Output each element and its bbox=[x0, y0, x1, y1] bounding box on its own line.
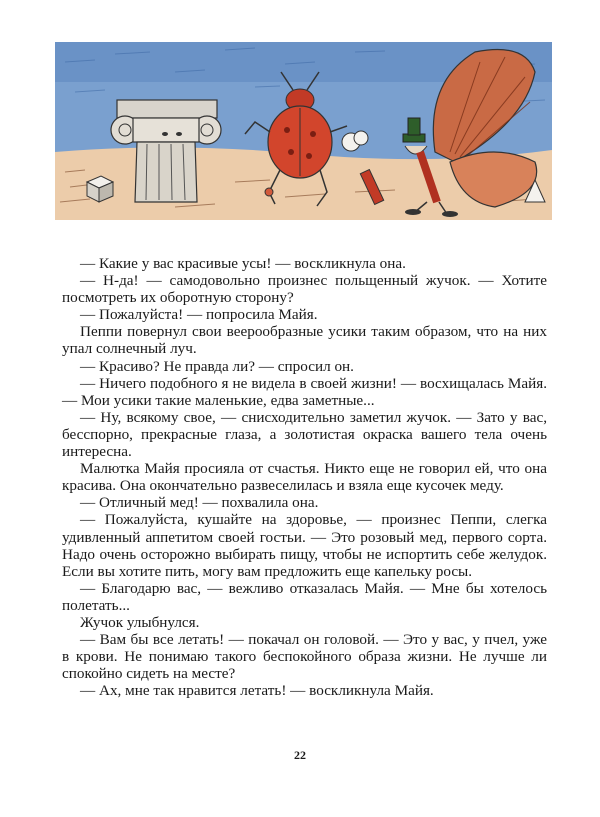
story-text bbox=[62, 255, 547, 699]
paragraph: — Красиво? Не правда ли? — спросил он. bbox=[80, 357, 354, 375]
paragraph: Малютка Майя просияла от счастья. Никто еще не говорил ей, что она красива. Она окончательно развеселилась и взяла еще кусочек меду. bbox=[62, 460, 547, 495]
paragraph: — Благодарю вас, — вежливо отказалась Майя. — Мне бы хотелось полетать... bbox=[62, 579, 547, 614]
paragraph: — Ничего подобного я не видела в своей жизни! — восхищалась Майя. — Мои усики такие маленькие, едва заметные... bbox=[62, 374, 547, 409]
cube bbox=[87, 176, 113, 202]
paragraph: — Какие у вас красивые усы! — воскликнула она. bbox=[80, 255, 406, 272]
paragraph: — Вам бы все летать! — покачал он головой. — Это у вас, у пчел, уже в крови. Не понимаю такого беспокойного образа жизни. Не лучше ли спокойно сидеть на месте? bbox=[62, 631, 547, 683]
paragraph: — Н-да! — самодовольно произнес польщенный жучок. — Хотите посмотреть их оборотную сторону? bbox=[62, 272, 547, 307]
chapter-illustration bbox=[55, 42, 552, 220]
paragraph: — Ну, всякому свое, — снисходительно заметил жучок. — Зато у вас, бесспорно, прекрасные глаза, а золотистая окраска вашего тела очень интересна. bbox=[62, 408, 547, 461]
page-number: 22 bbox=[294, 748, 306, 762]
paragraph: — Отличный мед! — похвалила она. bbox=[80, 494, 319, 512]
paragraph: — Пожалуйста, кушайте на здоровье, — произнес Пеппи, слегка удивленный аппетитом своей гостьи. — Это розовый мед, первого сорта. Надо очень осторожно выбирать пищу, чтобы не испортить себе желудок. Если вы хотите пить, могу вам предложить еще капельку росы. bbox=[62, 511, 547, 580]
paragraph: — Ах, мне так нравится летать! — воскликнула Майя. bbox=[80, 682, 434, 700]
paragraph: — Пожалуйста! — попросила Майя. bbox=[80, 306, 318, 324]
paragraph: Пеппи повернул свои веерообразные усики таким образом, что на них упал солнечный луч. bbox=[62, 323, 547, 358]
paragraph: Жучок улыбнулся. bbox=[80, 613, 200, 631]
